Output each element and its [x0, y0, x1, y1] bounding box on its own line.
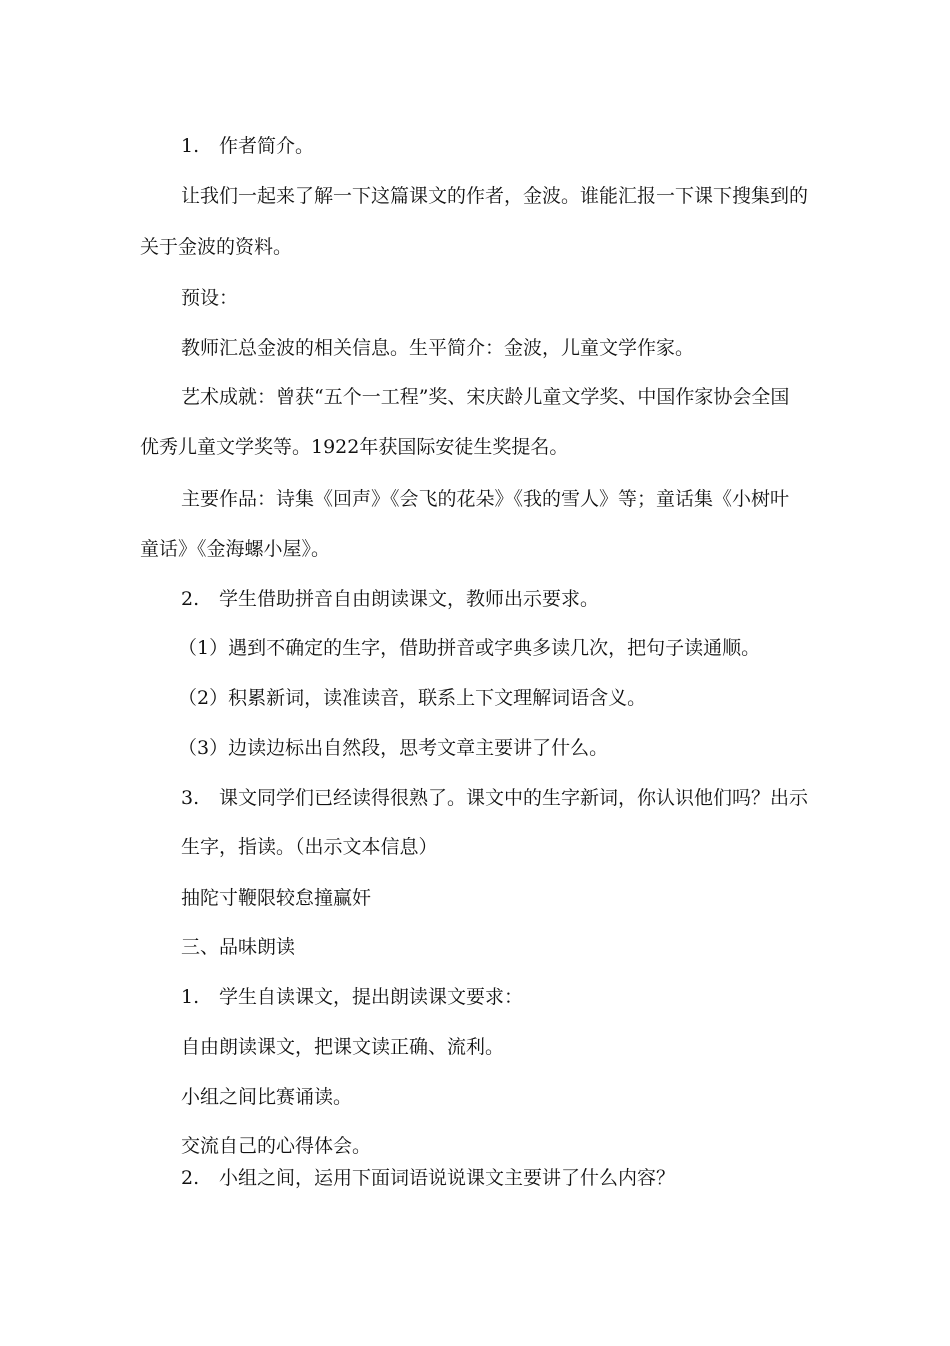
- section-heading: 三、品味朗读: [181, 936, 296, 958]
- paragraph-12: （2）积累新词，读准读音，联系上下文理解词语含义。: [178, 687, 647, 709]
- paragraph-8: 主要作品：诗集《回声》《会飞的花朵》《我的雪人》等；童话集《小树叶: [181, 488, 790, 510]
- paragraph-text: 小组之间，运用下面词语说说课文主要讲了什么内容？: [219, 1167, 676, 1189]
- paragraph-18: [181, 985, 523, 1009]
- list-number: 2.: [181, 1167, 200, 1189]
- paragraph-text: 学生借助拼音自由朗读课文，教师出示要求。: [219, 588, 600, 610]
- list-number: 2.: [181, 588, 200, 610]
- paragraph-21: 交流自己的心得体会。: [181, 1135, 372, 1157]
- paragraph-9: 童话》《金海螺小屋》。: [140, 538, 331, 560]
- paragraph-10: [181, 587, 599, 611]
- list-number: 1.: [181, 986, 200, 1008]
- paragraph-14: [181, 786, 808, 810]
- paragraph-4: 预设：: [181, 287, 239, 309]
- paragraph-19: 自由朗读课文，把课文读正确、流利。: [181, 1036, 505, 1058]
- paragraph-text: 课文同学们已经读得很熟了。课文中的生字新词，你认识他们吗？出示: [219, 787, 809, 809]
- paragraph-3: 关于金波的资料。: [140, 236, 293, 258]
- paragraph-7: 优秀儿童文学奖等。1922年获国际安徒生奖提名。: [140, 436, 569, 458]
- paragraph-2: 让我们一起来了解一下这篇课文的作者，金波。谁能汇报一下课下搜集到的: [181, 185, 809, 207]
- paragraph-5: 教师汇总金波的相关信息。生平简介：金波，儿童文学作家。: [181, 337, 695, 359]
- paragraph-20: 小组之间比赛诵读。: [181, 1086, 353, 1108]
- paragraph-text: 作者简介。: [219, 135, 315, 157]
- paragraph-11: （1）遇到不确定的生字，借助拼音或字典多读几次，把句子读通顺。: [178, 637, 761, 659]
- list-number: 3.: [181, 787, 200, 809]
- paragraph-text: 学生自读课文，提出朗读课文要求：: [219, 986, 524, 1008]
- paragraph-13: （3）边读边标出自然段，思考文章主要讲了什么。: [178, 737, 609, 759]
- paragraph-16: 抽陀寸鞭限较怠撞赢奸: [181, 887, 372, 909]
- paragraph-22: [181, 1166, 675, 1190]
- paragraph-1: [181, 134, 314, 158]
- list-number: 1.: [181, 135, 200, 157]
- paragraph-15: 生字，指读。（出示文本信息）: [181, 836, 438, 858]
- paragraph-6: 艺术成就：曾获“五个一工程”奖、宋庆龄儿童文学奖、中国作家协会全国: [181, 386, 790, 408]
